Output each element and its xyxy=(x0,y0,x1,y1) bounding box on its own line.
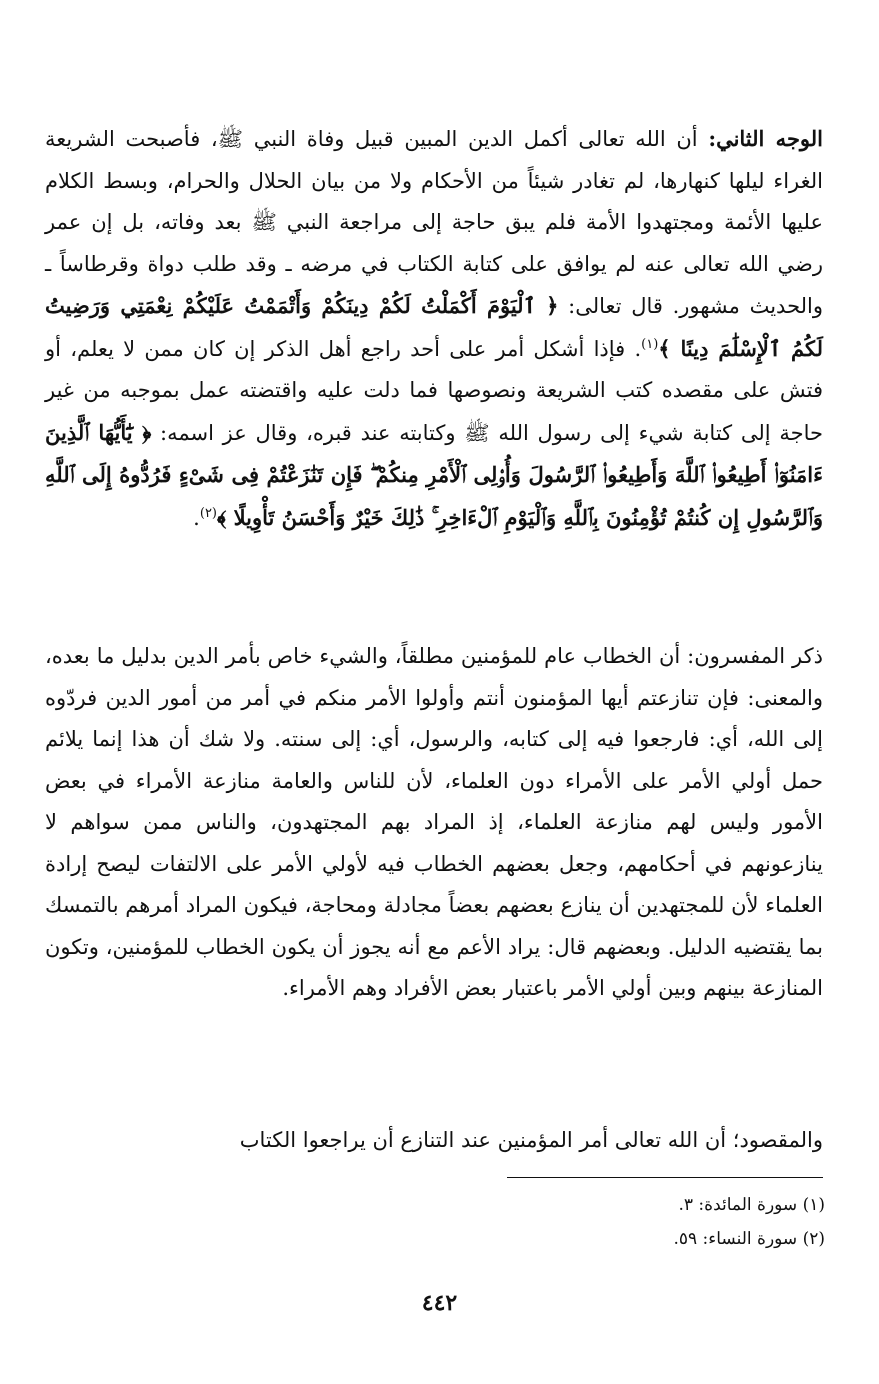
paragraph-text: . xyxy=(193,505,200,530)
page-number: ٤٤٢ xyxy=(421,1290,458,1316)
paragraph-lead: الوجه الثاني: xyxy=(708,126,824,151)
footnote-1: (١) سورة المائدة: ٣. xyxy=(678,1195,825,1215)
paragraph-text: أن الله تعالى أكمل الدين المبين قبيل وفاة النبي ﷺ، فأصبحت الشريعة الغراء ليلها كنهارها، لم تغادر شيئاً من الأحكام ولا من بيان الحلال والحرام، وبسط الكلام عليها الأئمة ومجتهدوا الأمة فلم يبق حاجة إلى مراجعة النبي ﷺ بعد وفاته، بل إن عمر رضي الله تعالى عنه لم يوافق على كتابة الكتاب في مرضه ـ وقد طلب دواة وقرطاساً ـ والحديث مشهور. قال تعالى: xyxy=(45,127,823,318)
quran-verse-nisa: ﴿ يَٰٓأَيُّهَا ٱلَّذِينَ ءَامَنُوٓا۟ أَطِيعُوا۟ ٱللَّهَ وَأَطِيعُوا۟ ٱلرَّسُولَ وَأُو۟لِى ٱلْأَمْرِ مِنكُمْ ۖ فَإِن تَنَٰزَعْتُمْ فِى شَىْءٍ فَرُدُّوهُ إِلَى ٱللَّهِ وَٱلرَّسُولِ إِن كُنتُمْ تُؤْمِنُونَ بِٱللَّهِ وَٱلْيَوْمِ ٱلْءَاخِرِ ۚ ذَٰلِكَ خَيْرٌ وَأَحْسَنُ تَأْوِيلًا ﴾ xyxy=(45,419,823,530)
paragraph-body: والمقصود؛ أن الله تعالى أمر المؤمنين عند التنازع أن يراجعوا الكتاب xyxy=(239,1128,823,1152)
paragraph-conclusion xyxy=(45,1120,823,1162)
quran-verse-maidah: ﴿ ٱلْيَوْمَ أَكْمَلْتُ لَكُمْ دِينَكُمْ وَأَتْمَمْتُ عَلَيْكُمْ نِعْمَتِي وَرَضِيتُ لَكُمُ ٱلْإِسْلَٰمَ دِينًا ﴾ xyxy=(45,293,823,361)
footnote-divider xyxy=(507,1177,823,1178)
paragraph-body: ذكر المفسرون: أن الخطاب عام للمؤمنين مطلقاً، والشيء خاص بأمر الدين بدليل ما بعده، والمعنى: فإن تنازعتم أيها المؤمنون أنتم وأولوا الأمر منكم في أمر من أمور الدين فردّوه إلى الله، أي: فارجعوا فيه إلى كتابه، والرسول، أي: إلى سنته. ولا شك أن هذا إنما يلائم حمل أولي الأمر على الأمراء دون العلماء، لأن للناس والعامة منازعة الأمراء في بعض الأمور وليس لهم منازعة العلماء، إذ المراد بهم المجتهدون، والناس ممن سواهم لا ينازعونهم في أحكامهم، وجعل بعضهم الخطاب فيه لأولي الأمر على الالتفات ليصح إرادة العلماء لأن للمجتهدين أن ينازع بعضهم بعضاً مجادلة ومحاجة، فيكون المراد أمرهم بالتمسك بما يقتضيه الدليل. وبعضهم قال: يراد الأعم مع أنه يجوز أن يكون الخطاب للمؤمنين، وتكون المنازعة بينهم وبين أولي الأمر باعتبار بعض الأفراد وهم الأمراء. xyxy=(45,644,823,1000)
paragraph-second-aspect xyxy=(45,118,823,539)
footnote-2: (٢) سورة النساء: ٥٩. xyxy=(673,1229,825,1249)
footnote-ref-1: (١) xyxy=(641,336,659,352)
footnote-ref-2: (٢) xyxy=(199,505,217,521)
paragraph-text: . فإذا أشكل أمر على أحد راجع أهل الذكر إن كان ممن لا يعلم، أو فتش على مقصده كتب الشريعة ونصوصها فما دلت عليه واقتضته عمل بموجبه من غير حاجة إلى كتابة شيء إلى رسول الله ﷺ وكتابته عند قبره، وقال عز اسمه: xyxy=(45,336,823,445)
footnotes xyxy=(440,1188,825,1256)
paragraph-body xyxy=(45,118,823,539)
paragraph-commentators xyxy=(45,636,823,1010)
